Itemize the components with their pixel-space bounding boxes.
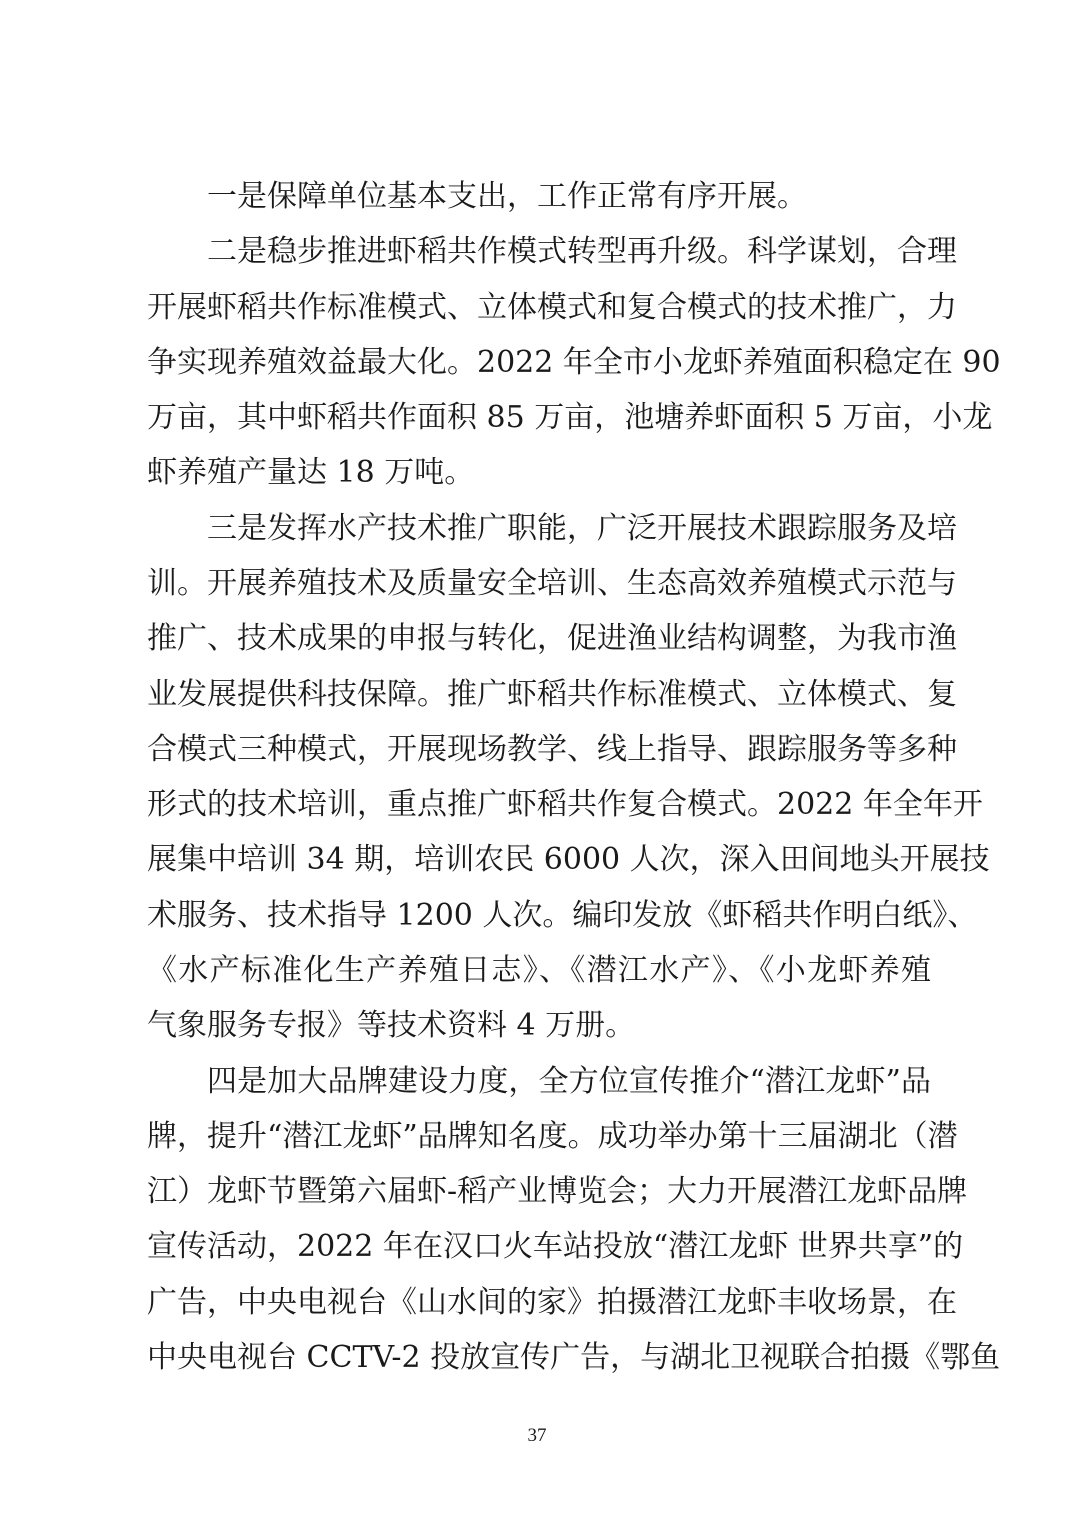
- text-line: 开展虾稻共作标准模式、立体模式和复合模式的技术推广，力: [147, 290, 957, 325]
- text-line: 术服务、技术指导 1200 人次。编印发放《虾稻共作明白纸》、: [147, 898, 978, 933]
- text-line: 牌，提升“潜江龙虾”品牌知名度。成功举办第十三届湖北（潜: [147, 1119, 958, 1154]
- text-line: 中央电视台 CCTV-2 投放宣传广告，与湖北卫视联合拍摄《鄂鱼: [147, 1340, 1001, 1375]
- text-line: 虾养殖产量达 18 万吨。: [147, 455, 475, 490]
- text-line: 三是发挥水产技术推广职能，广泛开展技术跟踪服务及培: [207, 511, 957, 546]
- text-line: 争实现养殖效益最大化。2022 年全市小龙虾养殖面积稳定在 90: [147, 345, 1001, 380]
- text-line: 形式的技术培训，重点推广虾稻共作复合模式。2022 年全年开: [147, 787, 983, 822]
- text-line: 训。开展养殖技术及质量安全培训、生态高效养殖模式示范与: [147, 566, 957, 601]
- text-line: 四是加大品牌建设力度，全方位宣传推介“潜江龙虾”品: [207, 1064, 931, 1099]
- text-line: 二是稳步推进虾稻共作模式转型再升级。科学谋划，合理: [207, 234, 957, 269]
- text-line: 合模式三种模式，开展现场教学、线上指导、跟踪服务等多种: [147, 732, 957, 767]
- text-line: 宣传活动，2022 年在汉口火车站投放“潜江龙虾 世界共享”的: [147, 1229, 964, 1264]
- text-line: 气象服务专报》等技术资料 4 万册。: [147, 1008, 636, 1043]
- text-line: 江）龙虾节暨第六届虾-稻产业博览会；大力开展潜江龙虾品牌: [147, 1174, 968, 1209]
- text-line: 《水产标准化生产养殖日志》、《潜江水产》、《小龙虾养殖: [147, 953, 931, 988]
- text-line: 万亩，其中虾稻共作面积 85 万亩，池塘养虾面积 5 万亩，小龙: [147, 400, 993, 435]
- text-line: 广告，中央电视台《山水间的家》拍摄潜江龙虾丰收场景，在: [147, 1285, 957, 1320]
- page-number: 37: [527, 1425, 547, 1446]
- text-line: 业发展提供科技保障。推广虾稻共作标准模式、立体模式、复: [147, 677, 957, 712]
- text-line: 展集中培训 34 期，培训农民 6000 人次，深入田间地头开展技: [147, 842, 990, 877]
- text-line: 推广、技术成果的申报与转化，促进渔业结构调整，为我市渔: [147, 621, 957, 656]
- text-line: 一是保障单位基本支出，工作正常有序开展。: [207, 179, 807, 214]
